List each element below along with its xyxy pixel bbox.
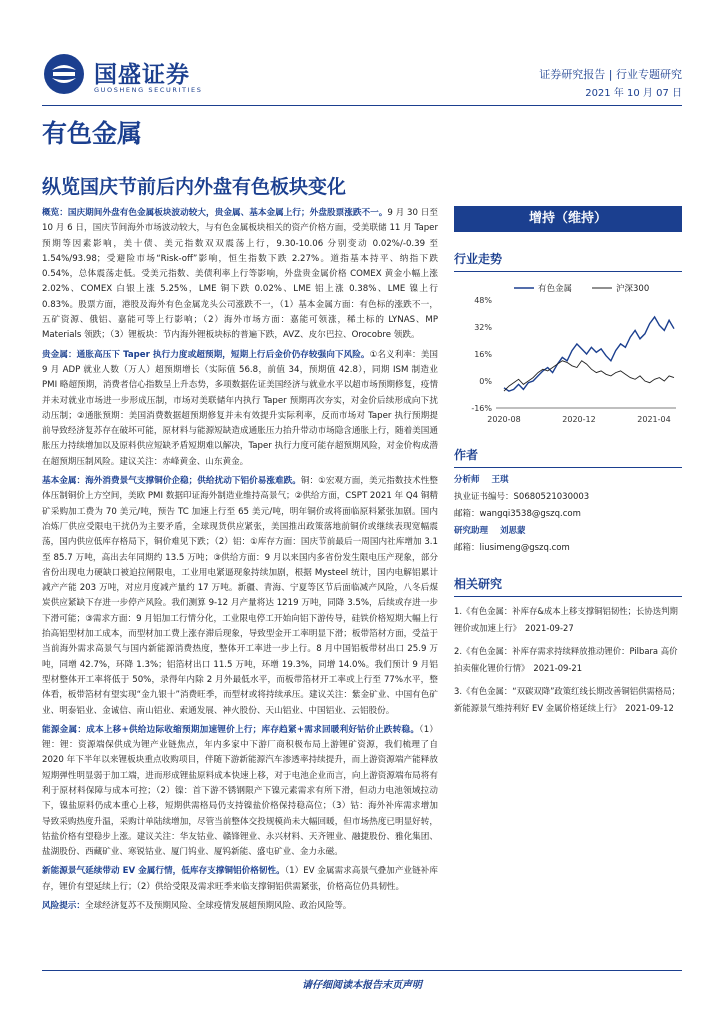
analyst-name: 王琪: [491, 475, 509, 485]
analyst-label: 分析师: [454, 475, 480, 485]
trend-chart-svg: [454, 278, 682, 428]
paragraph-lead: 能源金属：成本上移+供给边际收缩预期加速锂价上行；库存趋紧+需求回暖利好钴价止跌转稳。: [42, 724, 420, 735]
assistant-name: 刘思蒙: [500, 526, 526, 536]
paragraph-lead: 概览：国庆期间外盘有色金属板块波动较大，贵金属、基本金属上行；外盘股票涨跌不一。: [42, 208, 388, 218]
related-date: 2021-09-21: [533, 663, 583, 673]
related-item[interactable]: [454, 683, 682, 717]
summary-paragraph: [42, 348, 438, 470]
side-column: [454, 206, 682, 723]
y-tick-label: -16%: [471, 404, 492, 413]
summary-paragraph: [42, 474, 438, 719]
email-label-2: 邮箱：: [454, 543, 480, 553]
paragraph-body: ①名义利率：美国 9 月 ADP 就业人数（万人）超预期增长（实际值 56.8，前值 34，预期值 42.8），同期 ISM 制造业 PMI 略超预期，消费者信心指数呈上升态势，多项数据佐证美国经济与就业水平以超市场预期修复，疫情并未对就业市场进一步形成压制，市场对美联储年内执行 Taper 预期再次夯实，对金价后续形成向下扰动压制；②通胀预期：美国消费数据超预期修复并未有效提升实际利率，反而市场对 Taper 执行预期提前导致经济复苏存在破坏可能，原材料与能源短缺造成通胀压力抬升带动市场隐含通胀上行，随着美国通胀压力持续增加以及原料供应短缺矛盾短期难以解决，Taper 执行力度可能存超预期风险，对金价构成潜在超预期压制风险。建议关注：赤峰黄金、山东黄金。: [42, 349, 438, 467]
summary-paragraph: [42, 864, 438, 895]
report-title: 纵览国庆节前后内外盘有色板块变化: [42, 176, 347, 198]
x-tick-label: 2021-04: [637, 415, 671, 424]
related-item[interactable]: [454, 603, 682, 637]
y-tick-label: 16%: [474, 350, 492, 359]
email-label: 邮箱：: [454, 509, 480, 519]
related-item[interactable]: [454, 643, 682, 677]
footer-divider: [42, 970, 682, 971]
analyst-email[interactable]: wangqi3538@gszq.com: [479, 509, 581, 519]
paragraph-body: 9 月 30 日至 10 月 6 日，国庆节间海外市场波动较大，与有色金属板块相关的资产价格方面，受美联储 11 月 Taper 预期等因素影响，美十债、美元指数双双震荡上行，9.30-10.06 分别变动 0.02%/-0.39 至 1.54%/93.98；受避险市场“Risk-off”影响，恒生指数下跌 2.27%。道指基本持平、纳指下跌 0.54%，总体震荡走低。受美元指数、美债利率上行等影响，外盘贵金属价格 COMEX 黄金小幅上涨 2.02%、COMEX 白银上涨 5.25%，LME 铜下跌 0.02%、LME 铝上涨 0.38%、LME 镍上行 0.83%。股票方面，港股及海外有色金属龙头公司涨跌不一，（1）基本金属方面：有色标的涨跌不一，五矿资源、俄铝、嘉能可等上行影响；（2）海外市场方面：嘉能可领涨，稀土标的 LYNAS、MP Materials 领跌；（3）锂板块：节内海外锂板块标的普遍下跌，AVZ、皮尔巴拉、Orocobre 领跌。: [42, 208, 438, 341]
x-tick-label: 2020-12: [562, 415, 596, 424]
paragraph-lead: 新能源景气延续带动 EV 金属行情，低库存支撑铜铝价格韧性。: [42, 866, 285, 877]
y-tick-label: 0%: [479, 377, 492, 386]
rating-badge: 增持（维持）: [454, 206, 682, 232]
related-date: 2021-09-27: [525, 623, 574, 633]
assistant-label: 研究助理: [454, 526, 489, 536]
assistant-email[interactable]: liusimeng@gszq.com: [479, 543, 570, 553]
related-date: 2021-09-12: [625, 703, 674, 713]
summary-paragraph: [42, 899, 438, 914]
legend-label-csi300: 沪深300: [616, 284, 650, 294]
summary-paragraph: [42, 723, 438, 861]
summary-paragraph: [42, 206, 438, 344]
contacts-heading: 作者: [454, 446, 682, 468]
footer-disclaimer: 请仔细阅读本报告末页声明: [302, 980, 422, 991]
sector-title: 有色金属: [42, 119, 143, 148]
license-number: S0680521030003: [513, 492, 590, 502]
related-list: [454, 603, 682, 717]
related-title: 1.《有色金属：补库存&成本上移支撑铜铝韧性；长协迭判期锂价或加速上行》: [454, 606, 678, 633]
related-title: 2.《有色金属：补库存需求持续释放推动锂价：Pilbara 高价拍卖催化锂价行情》: [454, 646, 678, 673]
related-heading: 相关研究: [454, 575, 682, 597]
paragraph-lead: 基本金属：海外消费景气支撑铜价企稳；供给扰动下铝价易涨难跌。: [42, 476, 301, 487]
related-title: 3.《有色金属：“双碳双降”政策红线长期改善铜铝供需格局；新能源景气维持利好 EV 金属价格延续上行》: [454, 686, 681, 713]
y-tick-label: 32%: [474, 323, 492, 332]
guosheng-logo-icon: [42, 52, 86, 96]
main-column: [42, 206, 438, 914]
paragraph-body: 铜：①宏观方面，美元指数技术性整体压制铜价上方空间，美欧 PMI 数据印证海外制造业维持高景气；②供给方面，CSPT 2021 年 Q4 铜精矿采购加工费为 70 美元/吨，预告 TC 加速上行至 65 美元/吨，明年铜价或将面临原料紧张加剧。国内冶炼厂供应受限电干扰仍为主要矛盾，全球现货供应紧张，美国推出政策落地前铜价或继续表现宽幅震荡，国内供应低库存格局下，铜价难见下跌；（2）铝：①库存方面：国庆节前最后一周国内社库增加 3.1 至 85.7 万吨，高出去年同期约 13.5 万吨；③供给方面：9 月以来国内多省份发生限电压产现象，部分省份出现电力硬缺口被迫拉闸限电，工业用电紧逼现象持续加剧，根据 Mysteel 统计，国内电解铝累计减产产能 203 万吨，对应月度减产量约 17 万吨。新疆、青海、宁夏等区节后面临减产风险，八冬后煤炭供应紧缺下存进一步停产风险。我们测算 9-12 月产量将达 1219 万吨，同降 3.5%，后续或存进一步下滑可能；③需求方面：9 月铝加工行情分化，工业限电停工开始向铝下游传导，硅铁价格短期大幅上行抬高铝型材加工成本，而型材加工费上涨存滞后现象，导致型金开工率明显下滑；板带箔材方面，受益于当前海外需求高景气与国内新能源消费热度，整体开工率进一步上行。8 月中国铝板带材出口 25.9 万吨，同增 42.7%，环降 1.3%；铝箔材出口 11.5 万吨，环增 19.3%，同增 14.0%。我们预计 9 月铝型材整体开工率将低于 50%，录得年内除 2 月外最低水平，而板带箔材开工率或上行至 77%水平，整体看，板带箔材有望实现“金九银十”消费旺季，而型材或将持续承压。建议关注：紫金矿业、中国有色矿业、明泰铝业、金诚信、南山铝业、索通发展、神火股份、天山铝业、中国铝业、云铝股份。: [42, 476, 438, 716]
paragraph-body: 全球经济复苏不及预期风险、全球疫情发展超预期风险、政治风险等。: [84, 901, 352, 912]
series-line-csi300: [504, 361, 674, 391]
trend-heading: 行业走势: [454, 250, 682, 272]
paragraph-body: （1）锂：锂：资源端保供成为锂产业链焦点，年内多家中下游厂商积极布局上游锂矿资源，我们梳理了自 2020 年下半年以来锂板块重点收购项目，伴随下游新能源汽车渗透率持续提升，而上游资源端产能释放短期弹性明显弱于加工端，进而形成锂盐原料成本快速上移，对于电池企业而言，向上游资源端布局将有利于原材料保障与成本可控；（2）镍：首下游不锈钢限产下镍元素需求有所下滑，但动力电池领域拉动下，镍盐原料仍成本重心上移，短期供需格局仍支持镍盐价格保持稳高位；（3）钴：海外补库需求增加导致采购热度升温，采购计单陆续增加，尽管当前整体交投规模尚未大幅回暖，但市场热度已明显好转，钴盐价格有望稳步上涨。建议关注：华友钴业、赣锋锂业、永兴材料、天齐锂业、融捷股份、雅化集团、盐湖股份、西藏矿业、寒锐钴业、厦门钨业、厦钨新能、盛屯矿业、金力永磁。: [42, 724, 438, 858]
brand-name: 国盛证券: [94, 62, 190, 88]
report-date: 2021 年 10 月 07 日: [585, 88, 682, 99]
paragraph-lead: 风险提示：: [42, 901, 85, 912]
author-block: [454, 472, 682, 557]
license-label: 执业证书编号：: [454, 492, 514, 502]
header-divider: [42, 105, 682, 106]
brand-name-en: GUOSHENG SECURITIES: [94, 86, 203, 94]
y-tick-label: 48%: [474, 296, 492, 305]
legend-label-nonferrous: 有色金属: [538, 284, 573, 294]
trend-chart: [454, 278, 682, 428]
x-tick-label: 2020-08: [487, 415, 521, 424]
report-type: 证券研究报告 | 行业专题研究: [539, 68, 682, 81]
paragraph-lead: 贵金属：通胀高压下 Taper 执行力度或超预期，短期上行后金价仍存较强向下风险。: [42, 349, 370, 360]
paragraph-body: （1）EV 金属需求高景气叠加产业链补库存，锂价有望延续上行；（2）供给受限及需求旺季来临支撑铜铝供需紧张，价格高位仍具韧性。: [42, 866, 438, 892]
